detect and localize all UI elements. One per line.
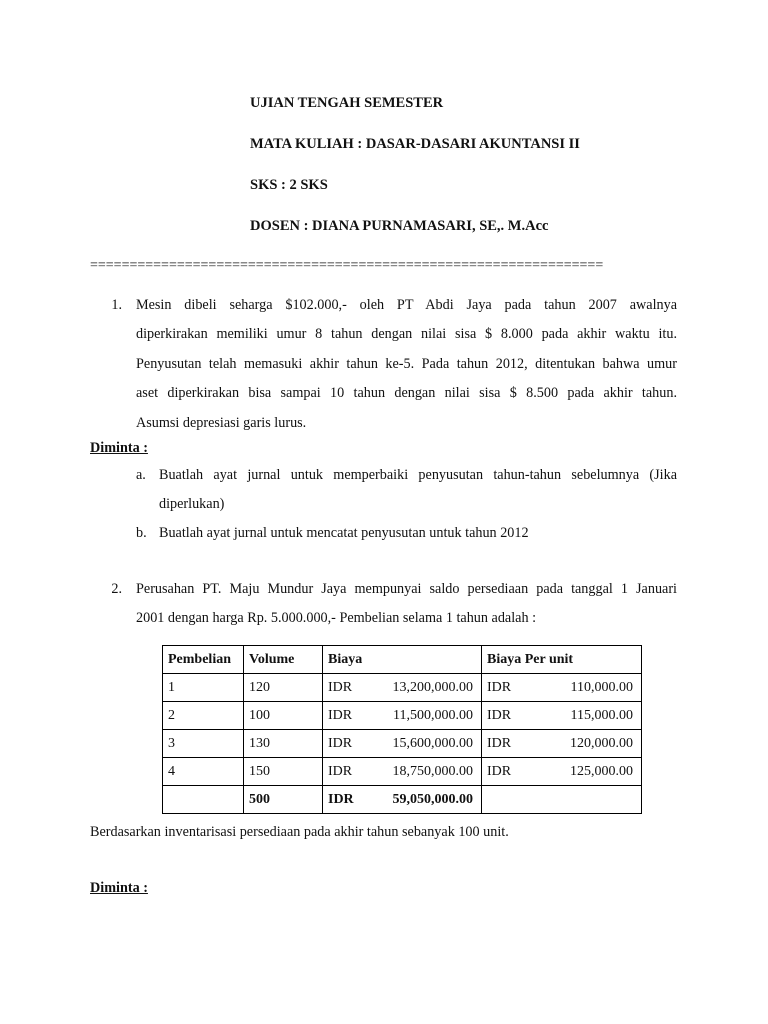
currency-label: IDR xyxy=(328,735,353,751)
total-volume: 500 xyxy=(244,786,323,814)
lecturer-name: DOSEN : DIANA PURNAMASARI, SE,. M.Acc xyxy=(250,218,549,234)
table-row xyxy=(163,702,642,730)
question-2-line: 2001 dengan harga Rp. 5.000.000,- Pembelian selama 1 tahun adalah : xyxy=(136,610,537,627)
diminta-heading-1: Diminta : xyxy=(90,440,148,456)
separator-line: ================================================================= xyxy=(90,258,604,273)
currency-label: IDR xyxy=(487,707,512,723)
purchase-table xyxy=(162,645,642,814)
amount-value: 120,000.00 xyxy=(570,735,633,751)
table-total-row xyxy=(163,786,642,814)
col-header-biaya: Biaya xyxy=(323,646,482,674)
cell-pembelian: 2 xyxy=(163,702,244,730)
cell-unit-cost xyxy=(482,730,642,758)
col-header-biaya-per-unit: Biaya Per unit xyxy=(482,646,642,674)
table-row xyxy=(163,674,642,702)
amount-value: 115,000.00 xyxy=(570,707,633,723)
question-1-number: 1. xyxy=(111,297,122,313)
currency-label: IDR xyxy=(487,679,512,695)
currency-label: IDR xyxy=(328,679,353,695)
item-b-marker: b. xyxy=(136,525,147,541)
amount-value: 110,000.00 xyxy=(570,679,633,695)
col-header-volume: Volume xyxy=(244,646,323,674)
currency-label: IDR xyxy=(328,791,354,807)
cell-volume: 120 xyxy=(244,674,323,702)
item-a-line: diperlukan) xyxy=(159,496,225,513)
cell-biaya xyxy=(323,674,482,702)
exam-title: UJIAN TENGAH SEMESTER xyxy=(250,95,444,111)
question-1-line: diperkirakan memiliki umur 8 tahun dengan nilai sisa $ 8.000 pada akhir waktu itu. xyxy=(136,326,677,343)
cell-unit-cost xyxy=(482,702,642,730)
item-a-marker: a. xyxy=(136,467,146,483)
cell-volume: 150 xyxy=(244,758,323,786)
question-1-line: aset diperkirakan bisa sampai 10 tahun dengan nilai sisa $ 8.500 pada akhir tahun. xyxy=(136,385,677,402)
inventory-note: Berdasarkan inventarisasi persediaan pada akhir tahun sebanyak 100 unit. xyxy=(90,824,509,840)
question-1-text xyxy=(136,291,677,438)
cell-unit-cost xyxy=(482,674,642,702)
currency-label: IDR xyxy=(328,763,353,779)
course-name: MATA KULIAH : DASAR-DASARI AKUNTANSI II xyxy=(250,136,580,152)
cell-volume: 130 xyxy=(244,730,323,758)
question-1-line: Mesin dibeli seharga $102.000,- oleh PT Abdi Jaya pada tahun 2007 awalnya xyxy=(136,297,677,313)
amount-value: 11,500,000.00 xyxy=(393,707,473,723)
cell-empty xyxy=(163,786,244,814)
amount-value: 59,050,000.00 xyxy=(392,791,473,807)
question-2-number: 2. xyxy=(111,581,122,597)
question-2-text xyxy=(136,575,677,634)
amount-value: 15,600,000.00 xyxy=(392,735,473,751)
cell-biaya xyxy=(323,730,482,758)
col-header-pembelian: Pembelian xyxy=(163,646,244,674)
amount-value: 18,750,000.00 xyxy=(392,763,473,779)
amount-value: 13,200,000.00 xyxy=(392,679,473,695)
question-2-line: Perusahan PT. Maju Mundur Jaya mempunyai saldo persediaan pada tanggal 1 Januari xyxy=(136,581,677,597)
amount-value: 125,000.00 xyxy=(570,763,633,779)
total-biaya xyxy=(323,786,482,814)
item-b-text xyxy=(159,519,677,548)
cell-unit-cost xyxy=(482,758,642,786)
cell-empty xyxy=(482,786,642,814)
item-a-text xyxy=(159,461,677,520)
cell-pembelian: 4 xyxy=(163,758,244,786)
currency-label: IDR xyxy=(487,735,512,751)
cell-volume: 100 xyxy=(244,702,323,730)
currency-label: IDR xyxy=(487,763,512,779)
question-1-line: Asumsi depresiasi garis lurus. xyxy=(136,414,307,431)
table-header-row xyxy=(163,646,642,674)
question-1-line: Penyusutan telah memasuki akhir tahun ke-5. Pada tahun 2012, ditentukan bahwa umur xyxy=(136,355,677,372)
currency-label: IDR xyxy=(328,707,353,723)
table-row xyxy=(163,758,642,786)
cell-pembelian: 3 xyxy=(163,730,244,758)
diminta-heading-2: Diminta : xyxy=(90,880,148,896)
item-a-line: Buatlah ayat jurnal untuk memperbaiki penyusutan tahun-tahun sebelumnya (Jika xyxy=(159,467,677,483)
item-b-line: Buatlah ayat jurnal untuk mencatat penyusutan untuk tahun 2012 xyxy=(159,525,529,541)
cell-biaya xyxy=(323,758,482,786)
cell-pembelian: 1 xyxy=(163,674,244,702)
table-row xyxy=(163,730,642,758)
cell-biaya xyxy=(323,702,482,730)
sks-info: SKS : 2 SKS xyxy=(250,177,328,193)
